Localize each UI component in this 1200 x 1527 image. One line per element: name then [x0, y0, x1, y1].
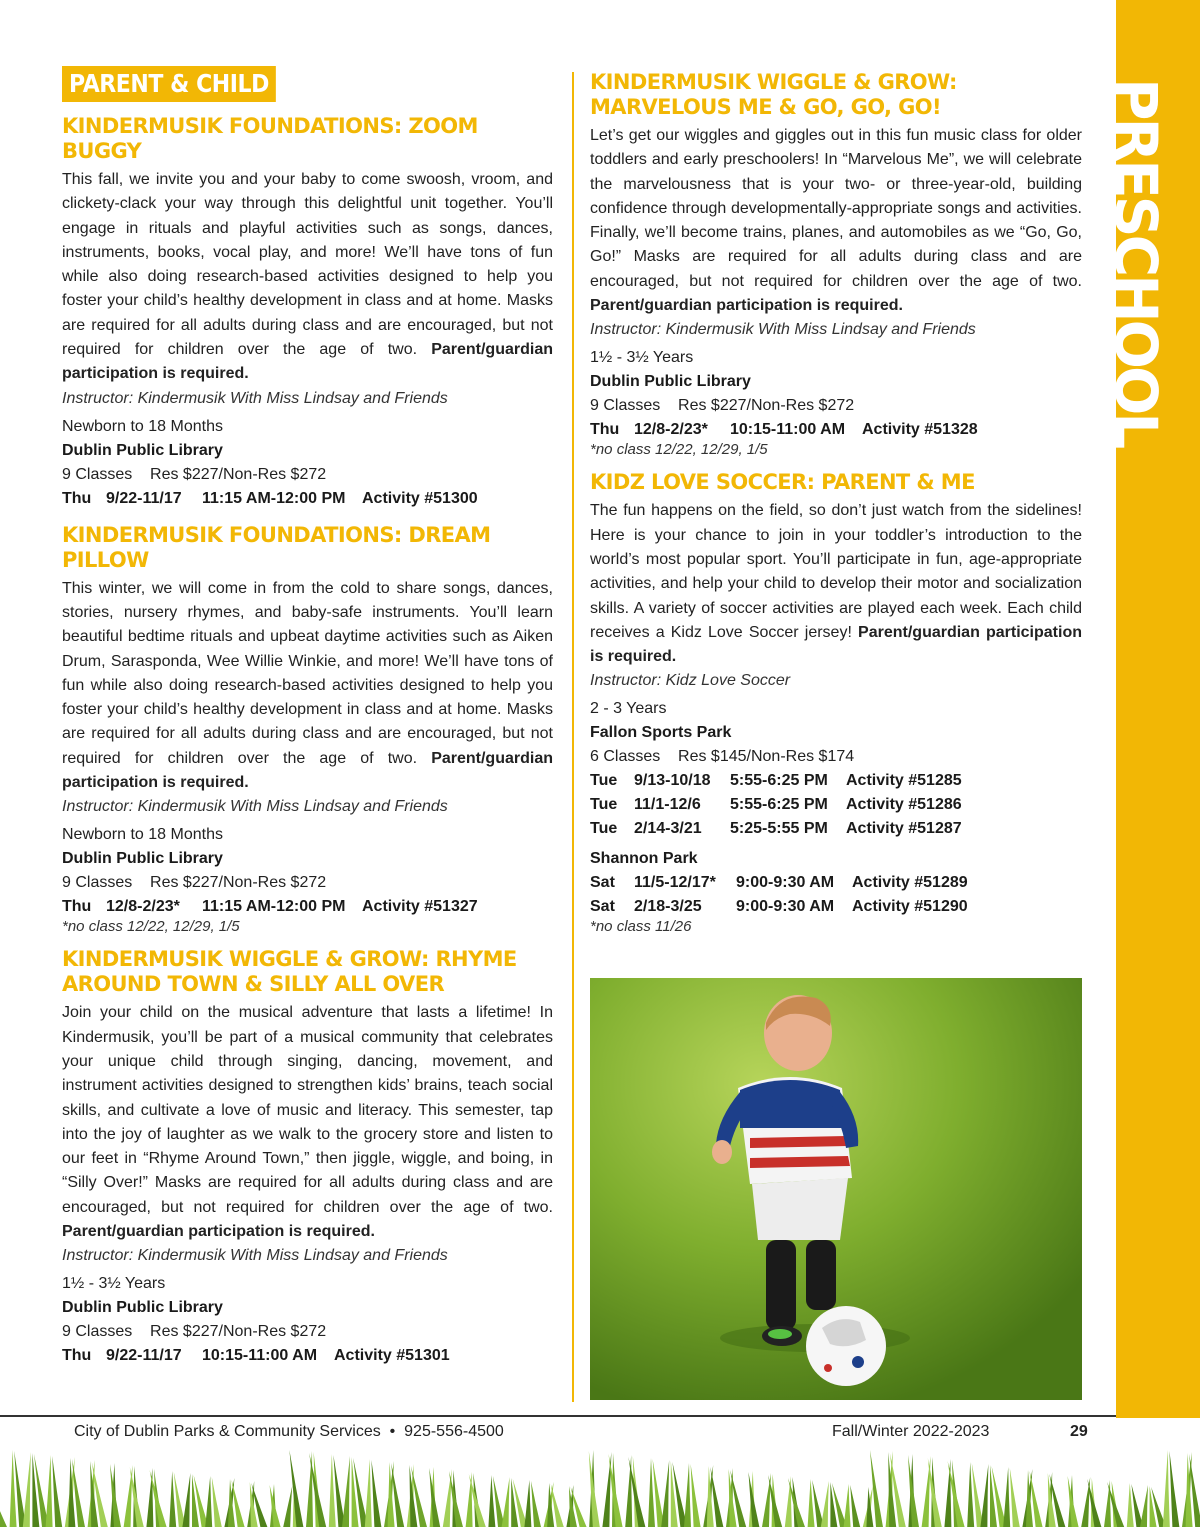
footer-season: Fall/Winter 2022-2023 — [832, 1423, 990, 1440]
location: Fallon Sports Park — [590, 724, 732, 742]
participation-note: Parent/guardian participation is required. — [62, 341, 553, 383]
session-row: Sat 2/18-3/25 9:00-9:30 AM Activity #51290 — [590, 898, 968, 916]
session-row: Thu 9/22-11/17 10:15-11:00 AM Activity #51301 — [62, 1347, 450, 1365]
course-entry — [590, 70, 1082, 458]
no-class-note: *no class 11/26 — [590, 918, 692, 936]
instructor: Instructor: Kidz Love Soccer — [590, 672, 791, 690]
instructor: Instructor: Kindermusik With Miss Lindsay and Friends — [590, 321, 976, 339]
age-range: Newborn to 18 Months — [62, 826, 223, 844]
instructor: Instructor: Kindermusik With Miss Lindsay and Friends — [62, 389, 448, 407]
session-row: Tue 11/1-12/6 5:55-6:25 PM Activity #51286 — [590, 796, 962, 814]
soccer-child-illustration — [590, 978, 1082, 1400]
location: Dublin Public Library — [62, 1299, 223, 1317]
no-class-note: *no class 12/22, 12/29, 1/5 — [590, 441, 768, 459]
location: Dublin Public Library — [62, 441, 223, 459]
session-row: Tue 9/13-10/18 5:55-6:25 PM Activity #51285 — [590, 772, 962, 790]
course-title: KINDERMUSIK WIGGLE & GROW: MARVELOUS ME & GO, GO, GO! — [590, 70, 957, 119]
sidebar-label: PRESCHOOL — [1102, 78, 1170, 447]
course-entry — [590, 470, 1082, 935]
session-row: Thu 12/8-2/23* 11:15 AM-12:00 PM Activity #51327 — [62, 898, 478, 916]
course-description: Join your child on the musical adventure that lasts a lifetime! In Kindermusik, you’ll be part of a musical community that celebrates your unique child through singing, dancing, movement, and instrument activities designed to strengthen kids’ brains, teach social skills, and cultivate a love of music and literacy. This semester, tap into the joy of laughter as we walk to the grocery store and listen to our feet in “Rhyme Around Town,” then jiggle, wiggle, and boing, in “Silly Over!” Masks are required for all adults during class and are encouraged, but not required for children over the age of two. Parent/guardian participation is required. — [62, 1004, 553, 1241]
session-row: Tue 2/14-3/21 5:25-5:55 PM Activity #51287 — [590, 820, 962, 838]
participation-note: Parent/guardian participation is required. — [590, 297, 903, 315]
participation-note: Parent/guardian participation is required. — [590, 623, 1082, 666]
session-row: Thu 9/22-11/17 11:15 AM-12:00 PM Activity #51300 — [62, 489, 478, 507]
soccer-child-photo — [590, 978, 1082, 1400]
age-range: 2 - 3 Years — [590, 700, 667, 718]
fees: 9 Classes Res $227/Non-Res $272 — [62, 465, 327, 483]
location: Dublin Public Library — [62, 850, 223, 868]
footer-org: City of Dublin Parks & Community Services • 925-556-4500 — [74, 1423, 504, 1440]
course-title: KINDERMUSIK FOUNDATIONS: DREAM PILLOW — [62, 522, 491, 572]
section-tag: PARENT & CHILD — [62, 66, 276, 102]
course-description: This fall, we invite you and your baby to come swoosh, vroom, and clickety-clack your way through this delightful unit together. You’ll engage in rituals and playful activities such as songs, dances, instruments, books, vocal play, and more! We’ll have tons of fun while also doing research-based activities designed to help you foster your child’s healthy development in class and at home. Masks are required for all adults during class and are encouraged, but not required for children over the age of two. Parent/guardian participation is required. — [62, 171, 553, 383]
location: Dublin Public Library — [590, 373, 751, 391]
page-number: 29 — [1070, 1423, 1088, 1440]
footer-rule — [0, 1415, 1116, 1417]
no-class-note: *no class 12/22, 12/29, 1/5 — [62, 918, 240, 936]
session-row: Sat 11/5-12/17* 9:00-9:30 AM Activity #51289 — [590, 874, 968, 892]
right-column — [590, 70, 1082, 945]
course-title: KINDERMUSIK FOUNDATIONS: ZOOM BUGGY — [62, 114, 478, 163]
column-divider — [572, 72, 574, 1402]
course-entry — [62, 523, 553, 936]
age-range: 1½ - 3½ Years — [590, 349, 694, 367]
age-range: Newborn to 18 Months — [62, 417, 223, 435]
fees: 9 Classes Res $227/Non-Res $272 — [590, 397, 855, 415]
session-row: Thu 12/8-2/23* 10:15-11:00 AM Activity #51328 — [590, 421, 978, 439]
course-entry — [62, 114, 553, 511]
course-entry — [62, 947, 553, 1368]
fees: 9 Classes Res $227/Non-Res $272 — [62, 874, 327, 892]
participation-note: Parent/guardian participation is required. — [62, 749, 553, 792]
fees: 9 Classes Res $227/Non-Res $272 — [62, 1323, 327, 1341]
course-description: This winter, we will come in from the cold to share songs, dances, stories, nursery rhymes, and baby-safe instruments. You’ll learn beautiful bedtime rituals and upbeat daytime activities such as Aiken Drum, Sarasponda, Wee Willie Winkie, and more! We’ll have tons of fun while also doing research-based activities designed to help you foster your child’s healthy development in class and at home. Masks are required for all adults during class and are encouraged, but not required for children over the age of two. Parent/guardian participation is required. — [62, 579, 553, 792]
instructor: Instructor: Kindermusik With Miss Lindsay and Friends — [62, 1247, 448, 1265]
location: Shannon Park — [590, 850, 698, 868]
course-title: KIDZ LOVE SOCCER: PARENT & ME — [590, 470, 975, 495]
instructor: Instructor: Kindermusik With Miss Lindsay and Friends — [62, 798, 448, 816]
age-range: 1½ - 3½ Years — [62, 1275, 166, 1293]
course-description: The fun happens on the field, so don’t just watch from the sidelines! Here is your chance to join in your toddler’s introduction to the world’s most popular sport. You’ll participate in fun, age-appropriate activities, and help your child to develop their motor and socialization skills. A variety of soccer activities are played each week. Each child receives a Kidz Love Soccer jersey! Parent/guardian participation is required. — [590, 502, 1082, 666]
grass-border — [0, 1446, 1200, 1527]
participation-note: Parent/guardian participation is required. — [62, 1223, 375, 1241]
fees: 6 Classes Res $145/Non-Res $174 — [590, 748, 855, 766]
course-description: Let’s get our wiggles and giggles out in this fun music class for older toddlers and early preschoolers! In “Marvelous Me”, we will celebrate the marvelousness that is your two- or three-year-old, building confidence through developmentally-appropriate songs and activities. Finally, we’ll become trains, planes, and automobiles as we “Go, Go, Go!” Masks are required for all adults during class and are encouraged, but not required for children over the age of two. Parent/guardian participation is required. — [590, 127, 1082, 315]
left-column — [62, 66, 553, 1378]
course-title: KINDERMUSIK WIGGLE & GROW: RHYME AROUND TOWN & SILLY ALL OVER — [62, 947, 517, 997]
